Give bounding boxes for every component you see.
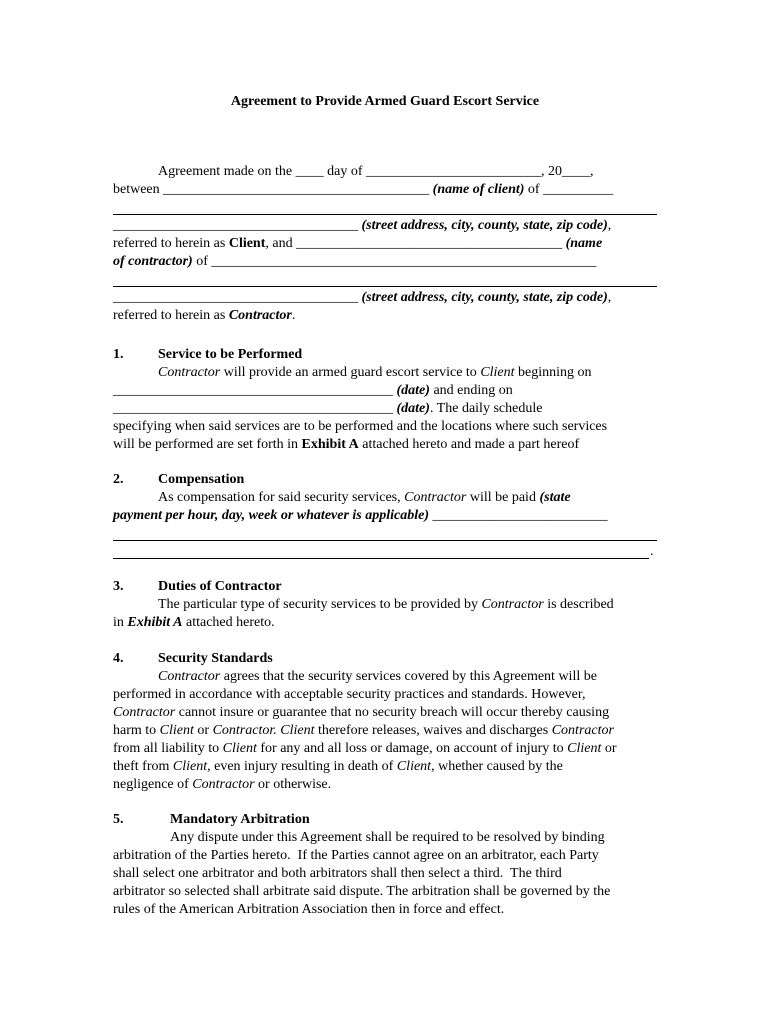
section-heading: Service to be Performed [158, 347, 303, 362]
section-heading: Duties of Contractor [158, 579, 282, 594]
intro-line-9 [113, 307, 295, 325]
section-number: 4. [113, 651, 124, 666]
s3-line-1 [158, 596, 614, 614]
text: Contractor. Client [212, 723, 315, 738]
text: referred to herein as [113, 236, 229, 251]
s4-line-6 [113, 758, 563, 776]
s5-line-2: arbitration of the Parties hereto. If the Parties cannot agree on an arbitrator, each Party [113, 848, 599, 863]
text: from all liability to [113, 741, 223, 756]
text: Contractor [551, 723, 614, 738]
text: or otherwise. [254, 777, 332, 792]
text: attached hereto. [182, 615, 275, 630]
intro-line-8 [113, 289, 611, 307]
field-label: (state [539, 490, 571, 505]
s1-line-2 [113, 382, 513, 400]
text: agrees that the security services covered by this Agreement will be [220, 669, 597, 684]
text: Client, [396, 759, 435, 774]
s2-line-2 [113, 507, 608, 525]
text: referred to herein as [113, 308, 229, 323]
text: Client [222, 741, 257, 756]
text: or [601, 741, 617, 756]
text: Client [567, 741, 602, 756]
text: Contractor [404, 490, 467, 505]
s5-line-3: shall select one arbitrator and both arbitrators shall then select a third. The third [113, 866, 562, 881]
text: cannot insure or guarantee that no security breach will occur thereby causing [175, 705, 610, 720]
section-number: 3. [113, 579, 124, 594]
section-number: 5. [113, 812, 124, 827]
text: therefore releases, waives and discharges [314, 723, 552, 738]
blank-rule [113, 540, 657, 541]
text: , [607, 290, 612, 305]
field-label: (date) [396, 383, 430, 398]
s1-line-5 [113, 436, 579, 454]
text: Exhibit A [127, 615, 183, 630]
blank-rule [113, 286, 657, 287]
section-number: 2. [113, 472, 124, 487]
s4-line-1 [158, 668, 597, 686]
text: Contractor [192, 777, 255, 792]
s5-line-5: rules of the American Arbitration Association then in force and effect. [113, 902, 505, 917]
s2-line-4: . [650, 544, 654, 559]
text: Exhibit A [301, 437, 359, 452]
s1-line-1 [158, 364, 592, 382]
intro-line-1: Agreement made on the ____ day of _________________________, 20____, [158, 164, 594, 179]
text: and ending on [429, 383, 513, 398]
text: even injury resulting in death of [210, 759, 397, 774]
text: ________________________________________ [113, 383, 397, 398]
contractor-term: Contractor [228, 308, 292, 323]
text: Contractor [158, 365, 221, 380]
text: Client [159, 723, 194, 738]
text: is described [543, 597, 614, 612]
field-label: of contractor) [113, 254, 193, 269]
text: ________________________________________ [113, 401, 397, 416]
text: harm to [113, 723, 160, 738]
text: Client [480, 365, 515, 380]
text: The particular type of security services to be provided by [158, 597, 482, 612]
text: for any and all loss or damage, on account of injury to [256, 741, 568, 756]
field-label: (name of client) [432, 182, 525, 197]
text: , [607, 218, 612, 233]
text: Client, [172, 759, 211, 774]
text: _________________________ [429, 508, 608, 523]
s2-line-1 [158, 489, 571, 507]
s4-line-5 [113, 740, 617, 758]
text: . [291, 308, 296, 323]
field-label: (name [565, 236, 603, 251]
document-title: Agreement to Provide Armed Guard Escort Service [230, 94, 540, 109]
text: of _______________________________________________________ [192, 254, 597, 269]
text: between ______________________________________ [113, 182, 430, 197]
s4-line-3 [113, 704, 609, 722]
intro-line-4 [113, 217, 611, 235]
intro-line-6 [113, 253, 596, 271]
section-heading: Mandatory Arbitration [170, 812, 310, 827]
s4-line-7 [113, 776, 331, 794]
s3-line-2 [113, 614, 275, 632]
text: theft from [113, 759, 173, 774]
text: of __________ [524, 182, 614, 197]
s4-line-2: performed in accordance with acceptable security practices and standards. However, [113, 687, 586, 702]
text: Contractor [481, 597, 544, 612]
text: will be paid [466, 490, 540, 505]
blank-rule [113, 214, 657, 215]
text: whether caused by the [434, 759, 563, 774]
text: attached hereto and made a part hereof [358, 437, 580, 452]
client-term: Client [228, 236, 266, 251]
text: ___________________________________ [113, 290, 358, 305]
s1-line-4: specifying when said services are to be performed and the locations where such services [113, 419, 608, 434]
text: beginning on [514, 365, 592, 380]
text: negligence of [113, 777, 193, 792]
text: As compensation for said security services, [158, 490, 405, 505]
text: Contractor [113, 705, 176, 720]
text: , and ______________________________________ [265, 236, 566, 251]
text: or [193, 723, 213, 738]
text: in [113, 615, 128, 630]
text: Contractor [158, 669, 221, 684]
field-label: (street address, city, county, state, zip code) [358, 218, 608, 233]
text: . The daily schedule [429, 401, 543, 416]
s5-line-4: arbitrator so selected shall arbitrate said dispute. The arbitration shall be governed by the [113, 884, 611, 899]
text: will provide an armed guard escort service to [220, 365, 481, 380]
section-heading: Security Standards [158, 651, 273, 666]
text: will be performed are set forth in [113, 437, 302, 452]
text: ___________________________________ [113, 218, 358, 233]
intro-line-2 [113, 181, 613, 199]
field-label: (street address, city, county, state, zip code) [358, 290, 608, 305]
intro-line-5 [113, 235, 602, 253]
section-heading: Compensation [158, 472, 245, 487]
section-number: 1. [113, 347, 124, 362]
s4-line-4 [113, 722, 614, 740]
field-label: payment per hour, day, week or whatever is applicable) [113, 508, 430, 523]
s1-line-3 [113, 400, 542, 418]
field-label: (date) [396, 401, 430, 416]
blank-rule [113, 558, 649, 559]
s5-line-1: Any dispute under this Agreement shall be required to be resolved by binding [170, 830, 605, 845]
